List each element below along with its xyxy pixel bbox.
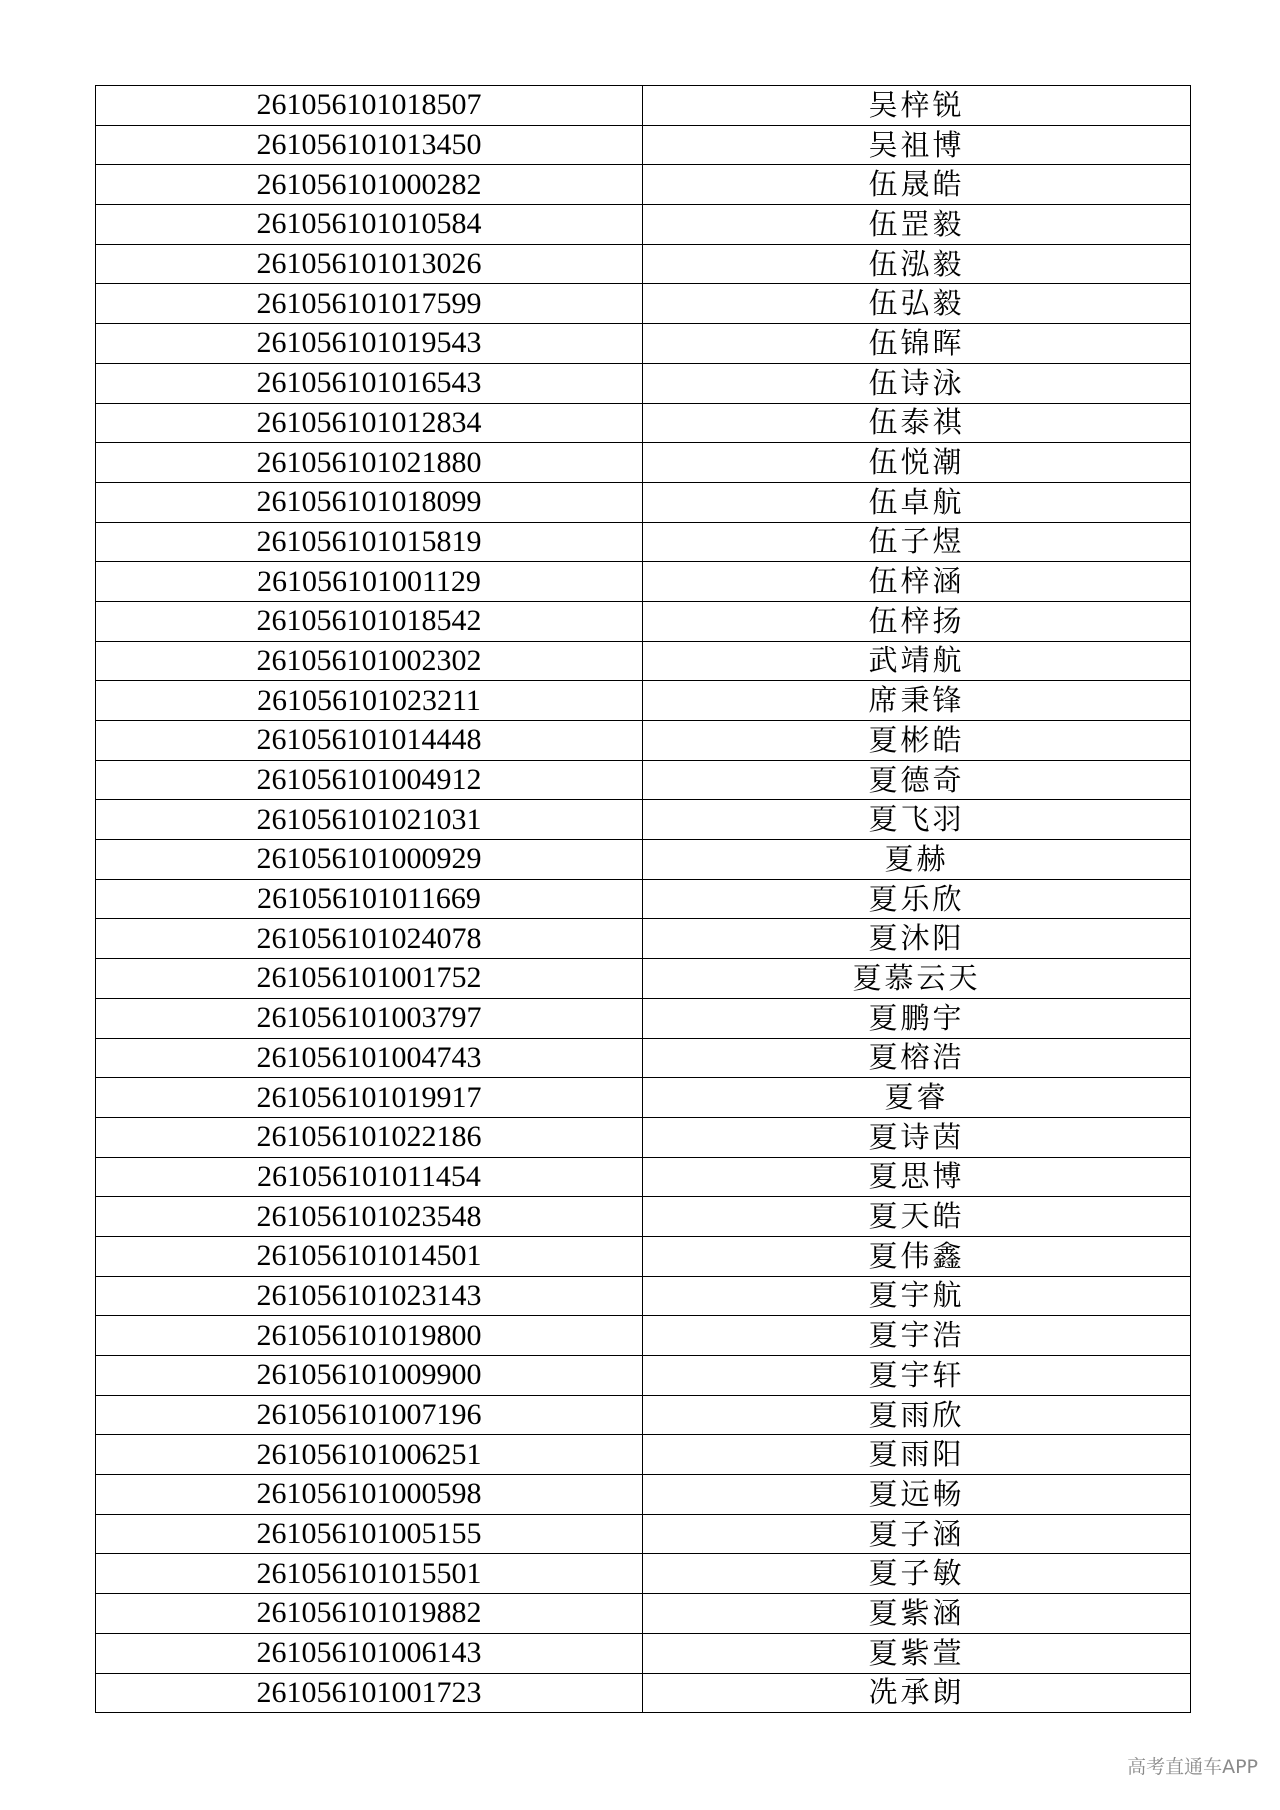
- candidate-id-cell: 261056101019543: [96, 324, 643, 364]
- candidate-id-cell: 261056101007196: [96, 1395, 643, 1435]
- candidate-id-cell: 261056101006251: [96, 1435, 643, 1475]
- candidate-name-cell: 夏飞羽: [643, 800, 1191, 840]
- candidate-name-cell: 夏思博: [643, 1157, 1191, 1197]
- table-row: [96, 165, 1191, 205]
- candidate-name-cell: 夏鹏宇: [643, 998, 1191, 1038]
- candidate-id-cell: 261056101021031: [96, 800, 643, 840]
- candidate-name-cell: 夏德奇: [643, 760, 1191, 800]
- candidate-name-cell: 夏子涵: [643, 1514, 1191, 1554]
- table-row: [96, 879, 1191, 919]
- table-row: [96, 324, 1191, 364]
- candidate-name-cell: 夏宇浩: [643, 1316, 1191, 1356]
- table-row: [96, 721, 1191, 761]
- candidate-name-cell: 伍锦晖: [643, 324, 1191, 364]
- candidate-name-cell: 吴梓锐: [643, 86, 1191, 126]
- candidate-id-cell: 261056101011669: [96, 879, 643, 919]
- candidate-id-cell: 261056101004912: [96, 760, 643, 800]
- candidate-name-cell: 夏慕云天: [643, 959, 1191, 999]
- roster-table: [95, 85, 1191, 1713]
- candidate-id-cell: 261056101018507: [96, 86, 643, 126]
- table-row: [96, 1673, 1191, 1713]
- candidate-name-cell: 夏榕浩: [643, 1038, 1191, 1078]
- table-row: [96, 1554, 1191, 1594]
- candidate-id-cell: 261056101001723: [96, 1673, 643, 1713]
- candidate-id-cell: 261056101012834: [96, 403, 643, 443]
- candidate-id-cell: 261056101019882: [96, 1594, 643, 1634]
- table-row: [96, 1197, 1191, 1237]
- candidate-name-cell: 夏子敏: [643, 1554, 1191, 1594]
- candidate-id-cell: 261056101022186: [96, 1117, 643, 1157]
- table-row: [96, 562, 1191, 602]
- table-row: [96, 800, 1191, 840]
- candidate-id-cell: 261056101023143: [96, 1276, 643, 1316]
- table-row: [96, 482, 1191, 522]
- table-row: [96, 363, 1191, 403]
- candidate-name-cell: 夏诗茵: [643, 1117, 1191, 1157]
- table-row: [96, 86, 1191, 126]
- candidate-name-cell: 夏雨欣: [643, 1395, 1191, 1435]
- candidate-id-cell: 261056101013450: [96, 125, 643, 165]
- table-row: [96, 1276, 1191, 1316]
- candidate-name-cell: 夏远畅: [643, 1475, 1191, 1515]
- table-row: [96, 919, 1191, 959]
- table-row: [96, 1236, 1191, 1276]
- table-row: [96, 601, 1191, 641]
- candidate-name-cell: 伍泓毅: [643, 244, 1191, 284]
- watermark-text: 高考直通车APP: [1127, 1756, 1258, 1778]
- candidate-id-cell: 261056101015501: [96, 1554, 643, 1594]
- candidate-id-cell: 261056101006143: [96, 1633, 643, 1673]
- candidate-name-cell: 夏沐阳: [643, 919, 1191, 959]
- candidate-name-cell: 夏睿: [643, 1078, 1191, 1118]
- table-row: [96, 959, 1191, 999]
- table-row: [96, 840, 1191, 880]
- candidate-id-cell: 261056101015819: [96, 522, 643, 562]
- candidate-name-cell: 伍罡毅: [643, 205, 1191, 245]
- candidate-id-cell: 261056101005155: [96, 1514, 643, 1554]
- candidate-name-cell: 夏宇航: [643, 1276, 1191, 1316]
- candidate-id-cell: 261056101019800: [96, 1316, 643, 1356]
- table-row: [96, 1356, 1191, 1396]
- candidate-id-cell: 261056101003797: [96, 998, 643, 1038]
- candidate-id-cell: 261056101014448: [96, 721, 643, 761]
- candidate-id-cell: 261056101001129: [96, 562, 643, 602]
- candidate-id-cell: 261056101016543: [96, 363, 643, 403]
- table-row: [96, 403, 1191, 443]
- table-row: [96, 522, 1191, 562]
- candidate-id-cell: 261056101013026: [96, 244, 643, 284]
- candidate-id-cell: 261056101010584: [96, 205, 643, 245]
- table-row: [96, 1395, 1191, 1435]
- candidate-name-cell: 夏天皓: [643, 1197, 1191, 1237]
- table-row: [96, 284, 1191, 324]
- candidate-name-cell: 夏赫: [643, 840, 1191, 880]
- candidate-name-cell: 伍悦潮: [643, 443, 1191, 483]
- candidate-id-cell: 261056101002302: [96, 641, 643, 681]
- candidate-id-cell: 261056101000929: [96, 840, 643, 880]
- table-row: [96, 641, 1191, 681]
- table-row: [96, 1117, 1191, 1157]
- table-row: [96, 1157, 1191, 1197]
- candidate-name-cell: 伍弘毅: [643, 284, 1191, 324]
- table-row: [96, 1435, 1191, 1475]
- table-row: [96, 1316, 1191, 1356]
- candidate-id-cell: 261056101017599: [96, 284, 643, 324]
- candidate-name-cell: 伍梓扬: [643, 601, 1191, 641]
- table-row: [96, 244, 1191, 284]
- candidate-id-cell: 261056101011454: [96, 1157, 643, 1197]
- candidate-id-cell: 261056101019917: [96, 1078, 643, 1118]
- candidate-name-cell: 夏紫涵: [643, 1594, 1191, 1634]
- candidate-id-cell: 261056101018099: [96, 482, 643, 522]
- table-row: [96, 760, 1191, 800]
- table-row: [96, 681, 1191, 721]
- candidate-name-cell: 夏宇轩: [643, 1356, 1191, 1396]
- table-row: [96, 1038, 1191, 1078]
- candidate-name-cell: 吴祖博: [643, 125, 1191, 165]
- candidate-id-cell: 261056101001752: [96, 959, 643, 999]
- candidate-id-cell: 261056101000282: [96, 165, 643, 205]
- candidate-id-cell: 261056101023211: [96, 681, 643, 721]
- table-row: [96, 1078, 1191, 1118]
- table-row: [96, 1475, 1191, 1515]
- candidate-id-cell: 261056101009900: [96, 1356, 643, 1396]
- table-row: [96, 443, 1191, 483]
- table-row: [96, 125, 1191, 165]
- candidate-name-cell: 席秉锋: [643, 681, 1191, 721]
- candidate-id-cell: 261056101000598: [96, 1475, 643, 1515]
- candidate-id-cell: 261056101024078: [96, 919, 643, 959]
- candidate-name-cell: 夏雨阳: [643, 1435, 1191, 1475]
- candidate-name-cell: 伍卓航: [643, 482, 1191, 522]
- roster-table-body: [96, 86, 1191, 1713]
- table-row: [96, 1514, 1191, 1554]
- candidate-name-cell: 夏乐欣: [643, 879, 1191, 919]
- candidate-id-cell: 261056101014501: [96, 1236, 643, 1276]
- candidate-name-cell: 伍晟皓: [643, 165, 1191, 205]
- candidate-name-cell: 武靖航: [643, 641, 1191, 681]
- candidate-name-cell: 夏彬皓: [643, 721, 1191, 761]
- candidate-name-cell: 伍子煜: [643, 522, 1191, 562]
- candidate-id-cell: 261056101021880: [96, 443, 643, 483]
- table-row: [96, 998, 1191, 1038]
- candidate-name-cell: 伍梓涵: [643, 562, 1191, 602]
- candidate-name-cell: 夏紫萱: [643, 1633, 1191, 1673]
- candidate-id-cell: 261056101018542: [96, 601, 643, 641]
- candidate-name-cell: 伍诗泳: [643, 363, 1191, 403]
- candidate-name-cell: 伍泰祺: [643, 403, 1191, 443]
- candidate-id-cell: 261056101004743: [96, 1038, 643, 1078]
- table-row: [96, 1633, 1191, 1673]
- candidate-name-cell: 夏伟鑫: [643, 1236, 1191, 1276]
- table-row: [96, 205, 1191, 245]
- candidate-id-cell: 261056101023548: [96, 1197, 643, 1237]
- table-row: [96, 1594, 1191, 1634]
- candidate-name-cell: 冼承朗: [643, 1673, 1191, 1713]
